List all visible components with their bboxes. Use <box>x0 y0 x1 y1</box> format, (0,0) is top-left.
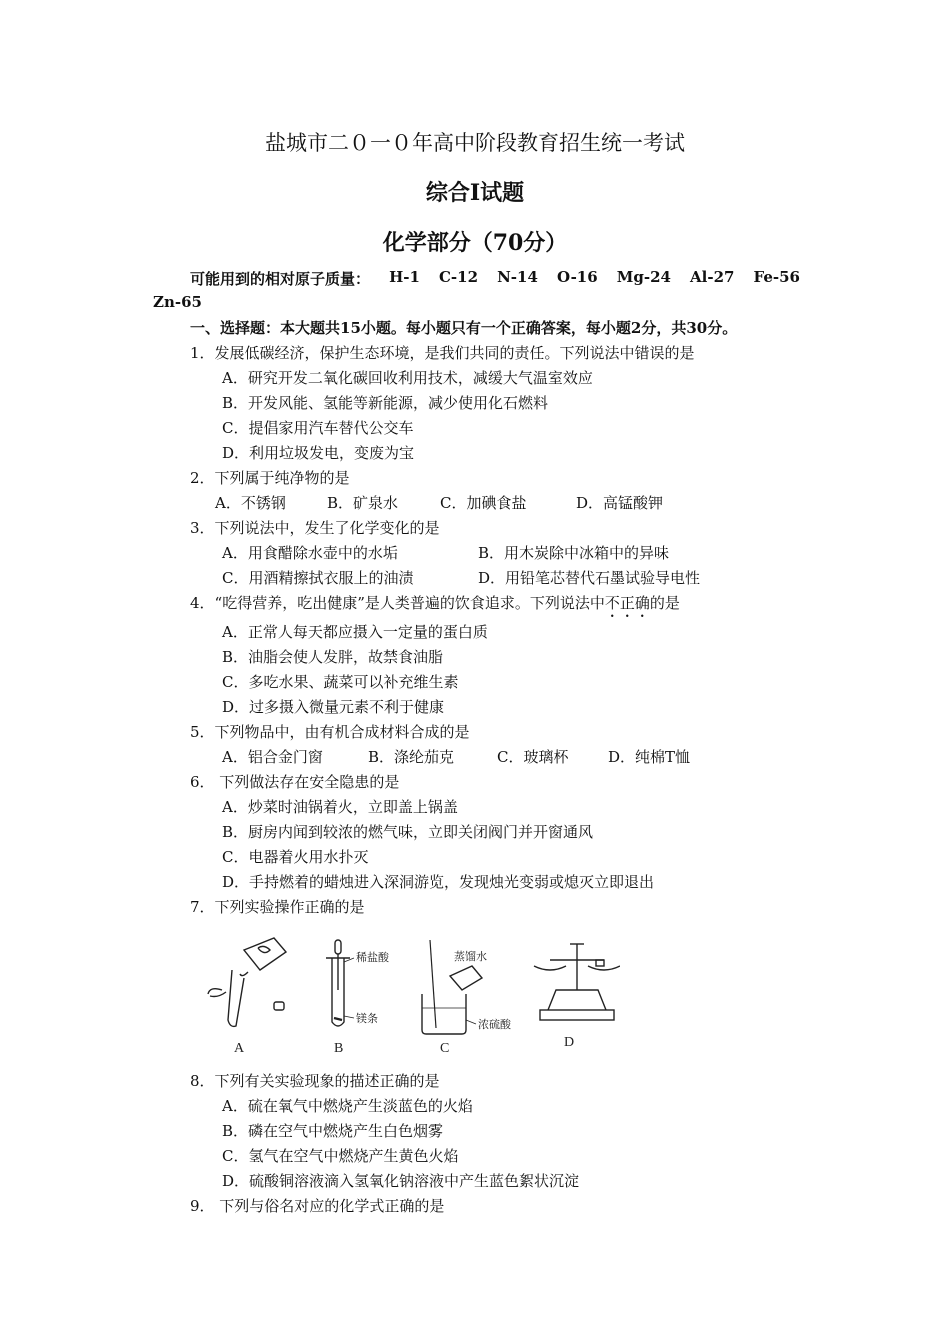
atomic-mass-item: Mg-24 <box>616 268 671 286</box>
figure-label-b: B <box>334 1041 344 1056</box>
figure-a-pouring <box>208 938 286 1026</box>
question-2-option-a: A．不锈钢 <box>215 494 286 512</box>
atomic-mass-item: Al-27 <box>690 268 735 286</box>
question-1-option-c: C．提倡家用汽车替代公交车 <box>222 419 414 437</box>
figure-c-label-top: 蒸馏水 <box>454 950 487 963</box>
question-1-stem: 1．发展低碳经济，保护生态环境，是我们共同的责任。下列说法中错误的是 <box>190 344 695 362</box>
question-5-option-c: C．玻璃杯 <box>497 748 569 766</box>
question-4-stem-emphasis: 不正确 <box>604 594 650 612</box>
question-2-option-c: C．加碘食盐 <box>440 494 527 512</box>
atomic-mass-item: Fe-56 <box>753 268 800 286</box>
figure-c-label-bottom: 浓硫酸 <box>478 1018 511 1031</box>
question-5-option-d: D．纯棉T恤 <box>608 748 691 766</box>
question-2-option-b: B．矿泉水 <box>327 494 399 512</box>
question-8-option-b: B．磷在空气中燃烧产生白色烟雾 <box>222 1122 444 1140</box>
atomic-mass-line <box>190 268 800 289</box>
question-4-option-c: C．多吃水果、蔬菜可以补充维生素 <box>222 673 459 691</box>
question-3-option-a: A．用食醋除水壶中的水垢 <box>222 544 398 562</box>
question-1-option-a: A．研究开发二氧化碳回收利用技术，减缓大气温室效应 <box>222 369 593 387</box>
question-6-stem: 6． 下列做法存在安全隐患的是 <box>190 773 400 791</box>
figure-label-d: D <box>564 1035 575 1050</box>
question-8-stem: 8．下列有关实验现象的描述正确的是 <box>190 1072 440 1090</box>
question-1-option-b: B．开发风能、氢能等新能源，减少使用化石燃料 <box>222 394 549 412</box>
question-4-stem-pre: 4．“吃得营养，吃出健康”是人类普遍的饮食追求。下列说法中 <box>190 594 605 612</box>
question-5-option-b: B．涤纶茄克 <box>368 748 455 766</box>
question-3-option-d: D．用铅笔芯替代石墨试验导电性 <box>478 569 701 587</box>
exam-title: 盐城市二０一０年高中阶段教育招生统一考试 <box>265 131 685 155</box>
figure-b-dropper <box>326 940 354 1026</box>
question-2-stem: 2．下列属于纯净物的是 <box>190 469 350 487</box>
question-6-option-d: D．手持燃着的蜡烛进入深洞游览，发现烛光变弱或熄灭立即退出 <box>222 873 655 891</box>
question-4-stem-post: 的是 <box>649 594 680 612</box>
question-4-option-d: D．过多摄入微量元素不利于健康 <box>222 698 445 716</box>
question-7-figure <box>200 930 620 1060</box>
question-3-option-c: C．用酒精擦拭衣服上的油渍 <box>222 569 414 587</box>
question-5-option-a: A．铝合金门窗 <box>222 748 323 766</box>
question-9-stem: 9． 下列与俗名对应的化学式正确的是 <box>190 1197 445 1215</box>
question-2-option-d: D．高锰酸钾 <box>576 494 664 512</box>
atomic-mass-item: N-14 <box>497 268 538 286</box>
figure-b-label-top: 稀盐酸 <box>356 951 389 964</box>
question-3-stem: 3．下列说法中，发生了化学变化的是 <box>190 519 440 537</box>
question-7-stem: 7．下列实验操作正确的是 <box>190 898 365 916</box>
atomic-mass-label: 可能用到的相对原子质量： <box>190 270 371 288</box>
figure-d-balance <box>534 944 620 1020</box>
question-8-option-d: D．硫酸铜溶液滴入氢氧化钠溶液中产生蓝色絮状沉淀 <box>222 1172 580 1190</box>
question-5-stem: 5．下列物品中，由有机合成材料合成的是 <box>190 723 470 741</box>
question-3-option-b: B．用木炭除中冰箱中的异味 <box>478 544 670 562</box>
figure-label-a: A <box>234 1041 245 1056</box>
question-6-option-c: C．电器着火用水扑灭 <box>222 848 369 866</box>
question-8-option-c: C．氢气在空气中燃烧产生黄色火焰 <box>222 1147 459 1165</box>
question-4-option-a: A．正常人每天都应摄入一定量的蛋白质 <box>222 623 488 641</box>
section-one-instruction: 一、选择题：本大题共15小题。每小题只有一个正确答案，每小题2分，共30分。 <box>190 319 738 337</box>
question-4-stem <box>190 593 680 621</box>
question-8-option-a: A．硫在氧气中燃烧产生淡蓝色的火焰 <box>222 1097 473 1115</box>
question-6-option-b: B．厨房内闻到较浓的燃气味，立即关闭阀门并开窗通风 <box>222 823 594 841</box>
figure-b-label-bottom: 镁条 <box>356 1012 378 1025</box>
figure-label-c: C <box>440 1041 450 1056</box>
question-4-option-b: B．油脂会使人发胖，故禁食油脂 <box>222 648 444 666</box>
atomic-mass-item: O-16 <box>556 268 598 286</box>
lab-operations-figure <box>200 930 620 1060</box>
question-1-option-d: D．利用垃圾发电，变废为宝 <box>222 444 415 462</box>
paper-title: 综合Ⅰ试题 <box>425 180 525 206</box>
atomic-mass-item: C-12 <box>438 268 479 286</box>
section-title: 化学部分（70分） <box>382 230 568 256</box>
atomic-mass-wrap: Zn-65 <box>153 293 202 311</box>
atomic-mass-item: H-1 <box>389 268 420 286</box>
question-6-option-a: A．炒菜时油锅着火，立即盖上锅盖 <box>222 798 458 816</box>
